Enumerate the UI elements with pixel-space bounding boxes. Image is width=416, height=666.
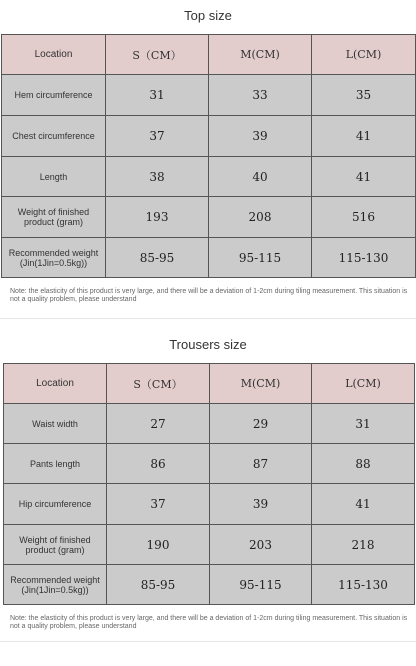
header-size-s: S（CM） <box>107 364 210 404</box>
header-size-s: S（CM） <box>106 35 209 75</box>
cell-l: 88 <box>312 444 415 484</box>
cell-l: 218 <box>312 525 415 565</box>
trousers-size-table <box>3 363 415 605</box>
trousers-size-title: Trousers size <box>169 337 247 352</box>
header-location: Location <box>4 364 107 404</box>
header-size-m: M(CM) <box>210 364 312 404</box>
cell-m: 39 <box>209 116 312 157</box>
row-label: Weight of finished product (gram) <box>2 197 106 238</box>
cell-l: 115-130 <box>312 238 416 278</box>
table-row <box>2 75 416 116</box>
table-row <box>4 484 415 525</box>
section-divider <box>0 318 416 319</box>
cell-m: 29 <box>210 404 312 444</box>
row-label: Chest circumference <box>2 116 106 157</box>
cell-m: 39 <box>210 484 312 525</box>
row-label: Waist width <box>4 404 107 444</box>
table-row <box>4 525 415 565</box>
row-label: Weight of finished product (gram) <box>4 525 107 565</box>
table-row <box>2 197 416 238</box>
row-label: Recommended weight (Jin(1Jin=0.5kg)) <box>2 238 106 278</box>
section-divider <box>0 641 416 642</box>
cell-m: 95-115 <box>210 565 312 605</box>
cell-l: 41 <box>312 484 415 525</box>
top-size-note: Note: the elasticity of this product is very large, and there will be a deviation of 1-2cm during tiling measurement. This situation is not a quality problem, please understand <box>10 288 408 303</box>
table-row <box>2 238 416 278</box>
row-label: Hip circumference <box>4 484 107 525</box>
cell-s: 37 <box>106 116 209 157</box>
table-row <box>4 444 415 484</box>
row-label: Hem circumference <box>2 75 106 116</box>
cell-s: 31 <box>106 75 209 116</box>
cell-l: 35 <box>312 75 416 116</box>
top-size-table <box>1 34 416 278</box>
cell-l: 516 <box>312 197 416 238</box>
cell-s: 193 <box>106 197 209 238</box>
cell-m: 40 <box>209 157 312 197</box>
header-size-l: L(CM) <box>312 35 416 75</box>
cell-s: 85-95 <box>107 565 210 605</box>
cell-m: 33 <box>209 75 312 116</box>
cell-m: 203 <box>210 525 312 565</box>
row-label: Recommended weight (Jin(1Jin=0.5kg)) <box>4 565 107 605</box>
table-row <box>2 116 416 157</box>
header-location: Location <box>2 35 106 75</box>
header-size-m: M(CM) <box>209 35 312 75</box>
table-row <box>4 404 415 444</box>
cell-s: 37 <box>107 484 210 525</box>
table-header-row <box>4 364 415 404</box>
cell-s: 27 <box>107 404 210 444</box>
header-size-l: L(CM) <box>312 364 415 404</box>
row-label: Length <box>2 157 106 197</box>
cell-m: 208 <box>209 197 312 238</box>
table-header-row <box>2 35 416 75</box>
trousers-size-note: Note: the elasticity of this product is very large, and there will be a deviation of 1-2cm during tiling measurement. This situation is not a quality problem, please understand <box>10 615 408 630</box>
cell-s: 38 <box>106 157 209 197</box>
cell-m: 87 <box>210 444 312 484</box>
cell-s: 190 <box>107 525 210 565</box>
table-row <box>4 565 415 605</box>
cell-s: 86 <box>107 444 210 484</box>
cell-l: 31 <box>312 404 415 444</box>
cell-l: 41 <box>312 116 416 157</box>
cell-l: 41 <box>312 157 416 197</box>
cell-s: 85-95 <box>106 238 209 278</box>
top-size-title: Top size <box>184 8 232 23</box>
table-row <box>2 157 416 197</box>
row-label: Pants length <box>4 444 107 484</box>
cell-l: 115-130 <box>312 565 415 605</box>
cell-m: 95-115 <box>209 238 312 278</box>
